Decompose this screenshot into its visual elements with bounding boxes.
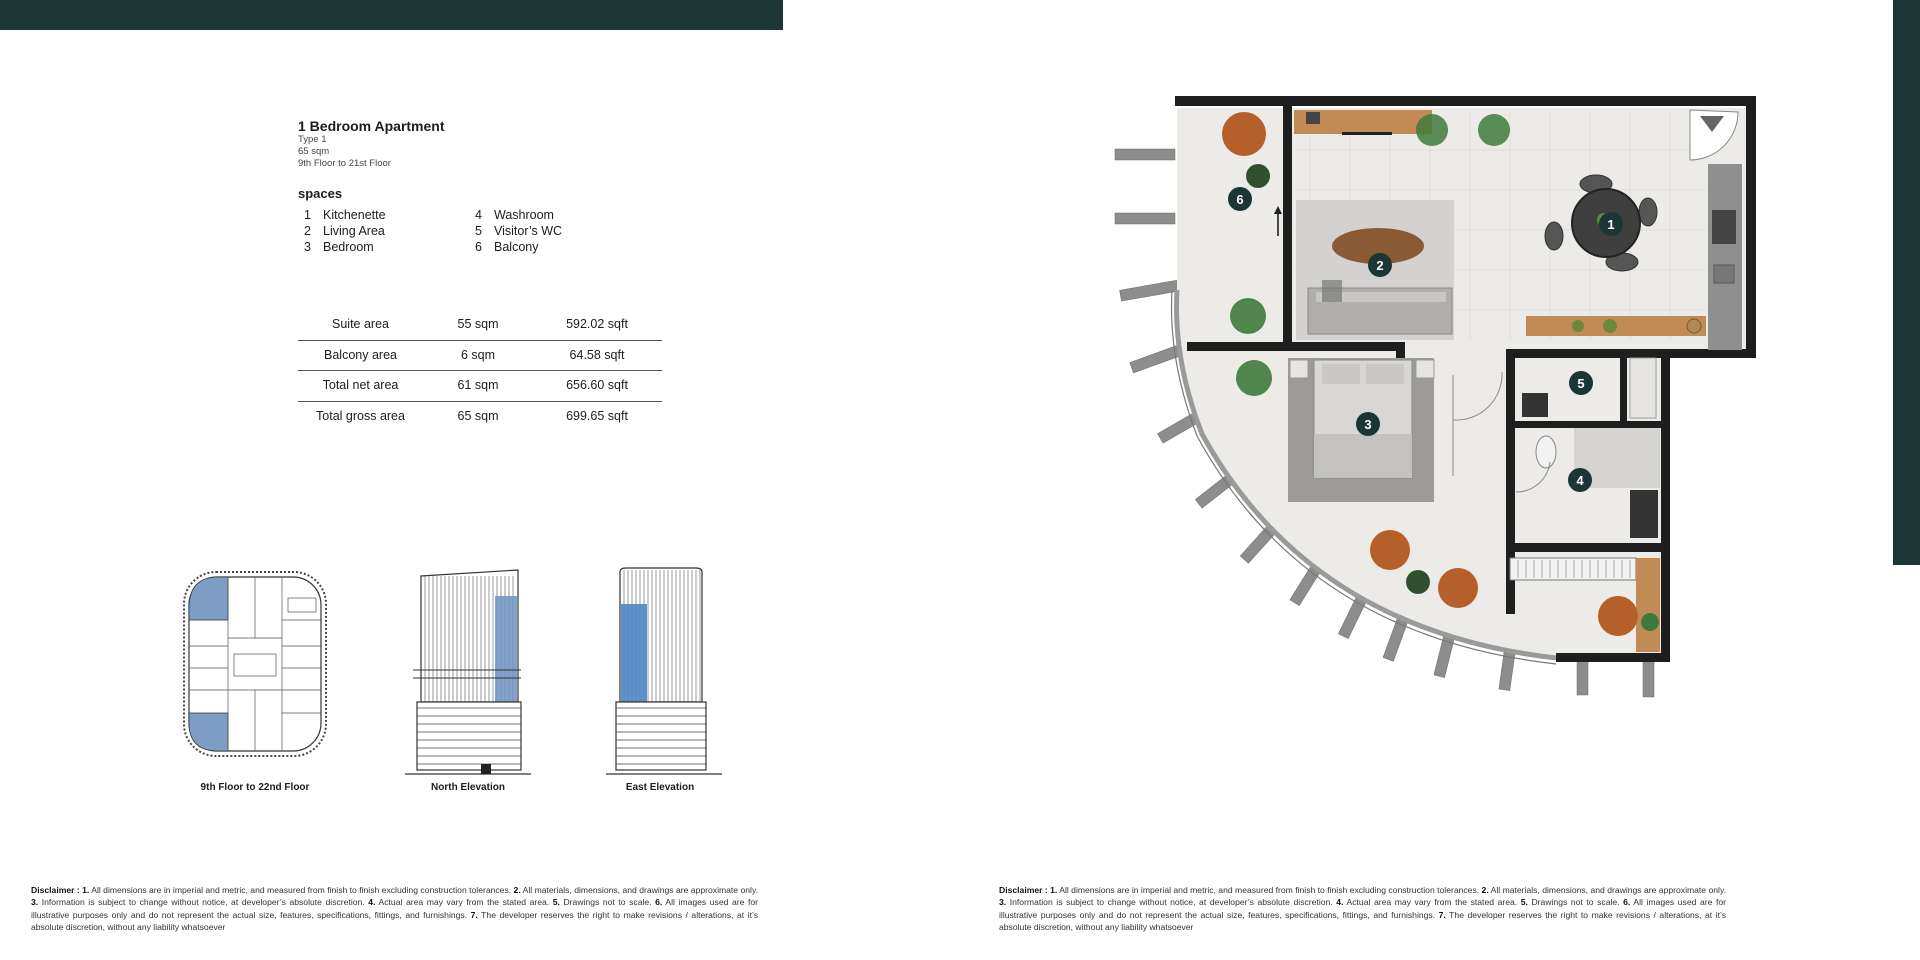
area-sqm: 6 sqm xyxy=(460,347,496,362)
table-row xyxy=(298,341,662,372)
area-label: Total gross area xyxy=(316,408,405,423)
marker-balcony xyxy=(1228,187,1252,211)
marker-bedroom xyxy=(1356,412,1380,436)
area-sqft: 699.65 sqft xyxy=(566,408,628,423)
table-row xyxy=(298,402,662,432)
east-elevation-drawing xyxy=(606,566,724,780)
marker-visitors-wc xyxy=(1569,371,1593,395)
svg-text:4: 4 xyxy=(1576,473,1584,488)
disclaimer-left: Disclaimer : 1. All dimensions are in imperial and metric, and measured from finish to finish excluding construction tolerances. 2. All materials, dimensions, and drawings are approximate only. 3. Information is subject to change without notice, at developer’s absolute discretion. 4. Actual area may vary from the stated area. 5. Drawings not to scale. 6. All images used are for illustrative purposes only and do not represent the actual size, features, specifications, fittings, and furnishings. 7. The developer reserves the right to make revisions / alterations, at it’s absolute discretion, without any liability whatsoever xyxy=(31,885,759,932)
marker-living-area xyxy=(1368,253,1392,277)
north-elevation-drawing xyxy=(403,566,533,780)
area-table xyxy=(298,310,662,431)
unit-size: 65 sqm xyxy=(298,146,330,157)
area-sqm: 55 sqm xyxy=(457,317,499,331)
space-item: 4 Washroom xyxy=(475,208,554,222)
right-brand-bar xyxy=(1893,0,1920,565)
spaces-heading: spaces xyxy=(298,186,343,201)
area-sqm: 61 sqm xyxy=(457,378,499,392)
svg-text:3: 3 xyxy=(1364,417,1372,432)
area-sqft: 592.02 sqft xyxy=(566,317,628,331)
key-plan-caption: 9th Floor to 22nd Floor xyxy=(200,782,310,793)
space-item: 6 Balcony xyxy=(475,240,539,254)
svg-text:2: 2 xyxy=(1376,258,1384,273)
area-label: Total net area xyxy=(322,378,399,392)
north-elevation-caption: North Elevation xyxy=(431,782,505,793)
space-item: 2 Living Area xyxy=(304,224,385,238)
east-elevation-caption: East Elevation xyxy=(625,782,695,793)
area-label: Suite area xyxy=(332,317,389,331)
area-label: Balcony area xyxy=(324,347,397,362)
area-sqft: 64.58 sqft xyxy=(569,347,625,362)
svg-text:5: 5 xyxy=(1577,376,1585,391)
unit-title: 1 Bedroom Apartment xyxy=(298,118,445,134)
space-item: 1 Kitchenette xyxy=(304,208,386,222)
unit-type: Type 1 xyxy=(298,134,327,145)
table-row xyxy=(298,310,662,341)
table-row xyxy=(298,371,662,402)
area-sqft: 656.60 sqft xyxy=(566,378,628,392)
space-item: 5 Visitor’s WC xyxy=(475,224,563,238)
key-plan-drawing xyxy=(180,568,330,760)
unit-floors: 9th Floor to 21st Floor xyxy=(298,158,391,169)
space-item: 3 Bedroom xyxy=(304,240,374,254)
disclaimer-right: Disclaimer : 1. All dimensions are in imperial and metric, and measured from finish to finish excluding construction tolerances. 2. All materials, dimensions, and drawings are approximate only. 3. Information is subject to change without notice, at developer’s absolute discretion. 4. Actual area may vary from the stated area. 5. Drawings not to scale. 6. All images used are for illustrative purposes only and do not represent the actual size, features, specifications, fittings, and furnishings. 7. The developer reserves the right to make revisions / alterations, at it’s absolute discretion, without any liability whatsoever xyxy=(999,885,1727,932)
marker-washroom xyxy=(1568,468,1592,492)
svg-text:1: 1 xyxy=(1607,217,1615,232)
area-sqm: 65 sqm xyxy=(457,408,499,423)
top-brand-bar xyxy=(0,0,783,30)
floor-plan-drawing xyxy=(1110,90,1760,730)
svg-text:6: 6 xyxy=(1236,192,1244,207)
marker-kitchenette xyxy=(1599,212,1623,236)
